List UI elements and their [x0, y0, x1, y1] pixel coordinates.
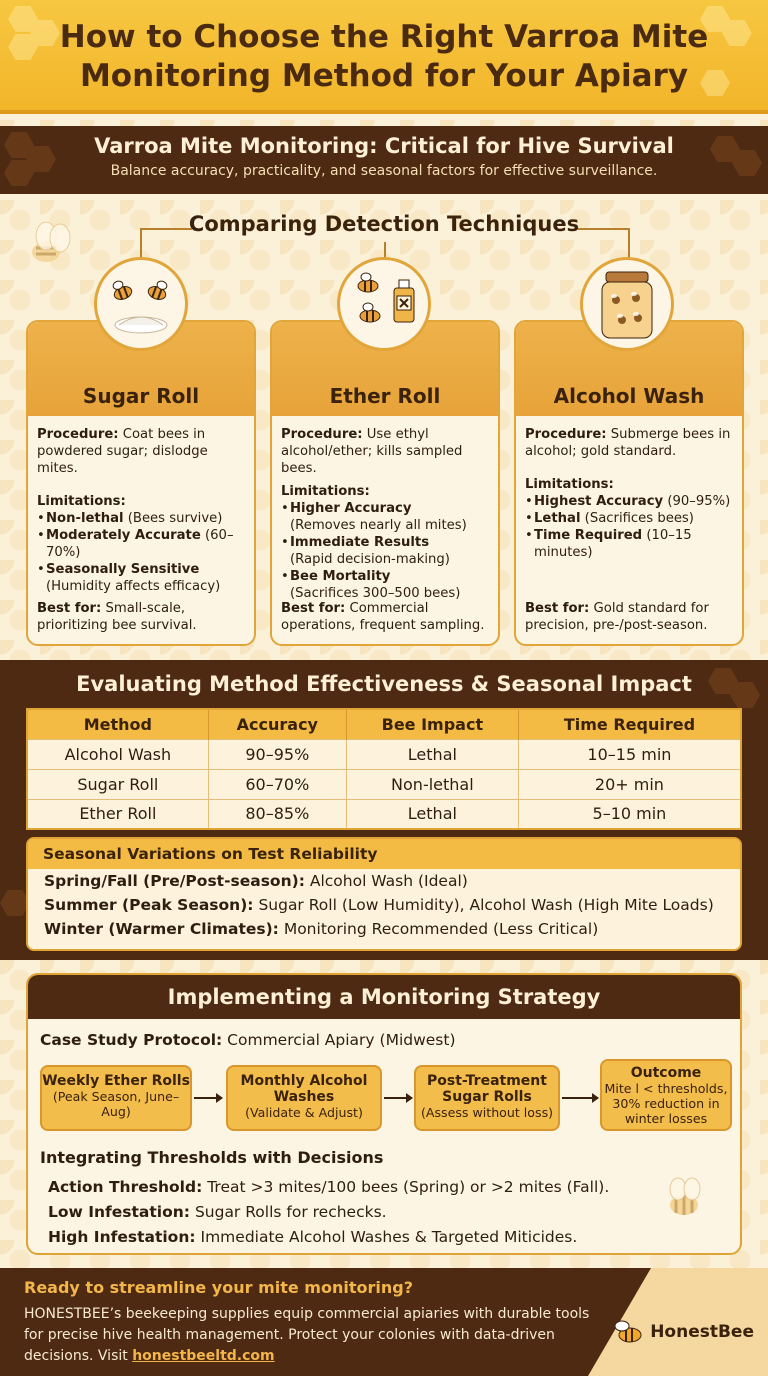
arrow-icon: [562, 1097, 598, 1099]
procedure-label: Procedure:: [525, 427, 607, 442]
evaluation-section: [0, 660, 768, 960]
table-cell: 10–15 min: [518, 739, 741, 769]
connector-line: [578, 228, 630, 258]
column-header: Method: [27, 709, 208, 739]
table-row: [27, 769, 741, 799]
column-header: Time Required: [518, 709, 741, 739]
method-card-alcohol-wash: [514, 320, 744, 646]
limitation-item: • Non-lethal (Bees survive): [37, 510, 245, 527]
seasonal-row: Summer (Peak Season): Sugar Roll (Low Humidity), Alcohol Wash (High Mite Loads): [44, 896, 714, 914]
best-for: Best for: Small-scale, prioritizing bee survival.: [37, 601, 197, 633]
table-cell: Sugar Roll: [27, 769, 208, 799]
column-header: Bee Impact: [346, 709, 518, 739]
case-study: Case Study Protocol: Commercial Apiary (Midwest): [40, 1031, 456, 1049]
limitation-item: • Time Required (10–15 minutes): [525, 527, 733, 561]
procedure-text: Submerge bees in alcohol; gold standard.: [525, 427, 731, 459]
limitation-item: • Immediate Results (Rapid decision-making): [281, 534, 489, 568]
table-row: [27, 739, 741, 769]
footer: [0, 1268, 768, 1376]
table-cell: Non-lethal: [346, 769, 518, 799]
bees-ether-bottle-icon: [337, 257, 431, 351]
table-cell: 90–95%: [208, 739, 346, 769]
seasonal-row: Spring/Fall (Pre/Post-season): Alcohol Wash (Ideal): [44, 872, 468, 890]
intro-band: [0, 126, 768, 194]
table-cell: Lethal: [346, 799, 518, 829]
footer-question: Ready to streamline your mite monitoring?: [24, 1278, 413, 1297]
table-header-row: [27, 709, 741, 739]
method-name: Ether Roll: [329, 384, 441, 408]
threshold-row: High Infestation: Immediate Alcohol Washes & Targeted Miticides.: [48, 1228, 578, 1246]
limitation-item: • Moderately Accurate (60–70%): [37, 527, 245, 561]
card-body: [28, 416, 254, 605]
limitation-item: • Highest Accuracy (90–95%): [525, 493, 733, 510]
table-cell: Lethal: [346, 739, 518, 769]
method-card-sugar-roll: [26, 320, 256, 646]
brand-name: HonestBee: [650, 1322, 754, 1342]
honestbee-logo: [610, 1318, 754, 1346]
strategy-section: [26, 973, 742, 1255]
strategy-title: Implementing a Monitoring Strategy: [28, 975, 740, 1019]
bee-icon: [654, 1171, 714, 1231]
method-card-ether-roll: [270, 320, 500, 646]
limitations-label: Limitations:: [281, 484, 370, 499]
limitations-label: Limitations:: [37, 494, 126, 509]
page-title: How to Choose the Right Varroa Mite Monitoring Method for Your Apiary: [59, 19, 709, 94]
method-comparison-table: [26, 708, 742, 830]
limitation-item: • Lethal (Sacrifices bees): [525, 510, 733, 527]
evaluation-title: Evaluating Method Effectiveness & Seasonal Impact: [76, 672, 692, 696]
table-cell: Alcohol Wash: [27, 739, 208, 769]
column-header: Accuracy: [208, 709, 346, 739]
connector-line: [140, 228, 192, 258]
method-name: Sugar Roll: [82, 384, 200, 408]
thresholds-title: Integrating Thresholds with Decisions: [40, 1148, 384, 1167]
threshold-row: Action Threshold: Treat >3 mites/100 bees (Spring) or >2 mites (Fall).: [48, 1178, 610, 1196]
table-cell: 20+ min: [518, 769, 741, 799]
step-weekly-ether-rolls: Weekly Ether Rolls (Peak Season, June–Aug): [40, 1065, 192, 1131]
intro-title: Varroa Mite Monitoring: Critical for Hive Survival: [94, 134, 674, 158]
seasonal-variations-box: [26, 837, 742, 951]
card-body: [272, 416, 498, 612]
table-cell: 5–10 min: [518, 799, 741, 829]
comparing-title: Comparing Detection Techniques: [188, 212, 580, 236]
step-post-treatment-sugar-rolls: Post-Treatment Sugar Rolls (Assess without loss): [414, 1065, 560, 1131]
intro-subtitle: Balance accuracy, practicality, and seasonal factors for effective surveillance.: [110, 163, 658, 179]
best-for: Best for: Gold standard for precision, pre-/post-season.: [525, 601, 709, 633]
table-cell: 80–85%: [208, 799, 346, 829]
website-link[interactable]: honestbeeltd.com: [132, 1348, 275, 1364]
limitation-item: • Higher Accuracy (Removes nearly all mites): [281, 500, 489, 534]
step-monthly-alcohol-washes: Monthly Alcohol Washes (Validate & Adjust): [226, 1065, 382, 1131]
table-cell: Ether Roll: [27, 799, 208, 829]
bee-logo-icon: [610, 1318, 646, 1346]
card-body: [516, 416, 742, 571]
limitation-item: • Seasonally Sensitive (Humidity affects efficacy): [37, 561, 245, 595]
limitations-label: Limitations:: [525, 477, 614, 492]
best-for: Best for: Commercial operations, frequent sampling.: [281, 601, 485, 633]
seasonal-row: Winter (Warmer Climates): Monitoring Recommended (Less Critical): [44, 920, 599, 938]
procedure-label: Procedure:: [37, 427, 119, 442]
threshold-row: Low Infestation: Sugar Rolls for rechecks.: [48, 1203, 387, 1221]
step-outcome: Outcome Mite l < thresholds, 30% reduction in winter losses: [600, 1059, 732, 1131]
procedure-text: Use ethyl alcohol/ether; kills sampled bees.: [281, 427, 463, 476]
bees-sugar-icon: [94, 257, 188, 351]
limitation-item: • Bee Mortality (Sacrifices 300–500 bees): [281, 568, 489, 602]
thresholds-list: [48, 1175, 609, 1250]
procedure-text: Coat bees in powdered sugar; dislodge mites.: [37, 427, 208, 476]
arrow-icon: [384, 1097, 412, 1099]
arrow-icon: [194, 1097, 222, 1099]
jar-bees-icon: [580, 257, 674, 351]
footer-text: HONESTBEE’s beekeeping supplies equip commercial apiaries with durable tools for precise hive health management. Protect your colonies with data-driven decisions. Visit honestbeeltd.com: [24, 1306, 590, 1364]
header-banner: [0, 0, 768, 114]
table-row: [27, 799, 741, 829]
seasonal-title: Seasonal Variations on Test Reliability: [28, 839, 740, 869]
procedure-label: Procedure:: [281, 427, 363, 442]
table-cell: 60–70%: [208, 769, 346, 799]
method-name: Alcohol Wash: [553, 384, 705, 408]
